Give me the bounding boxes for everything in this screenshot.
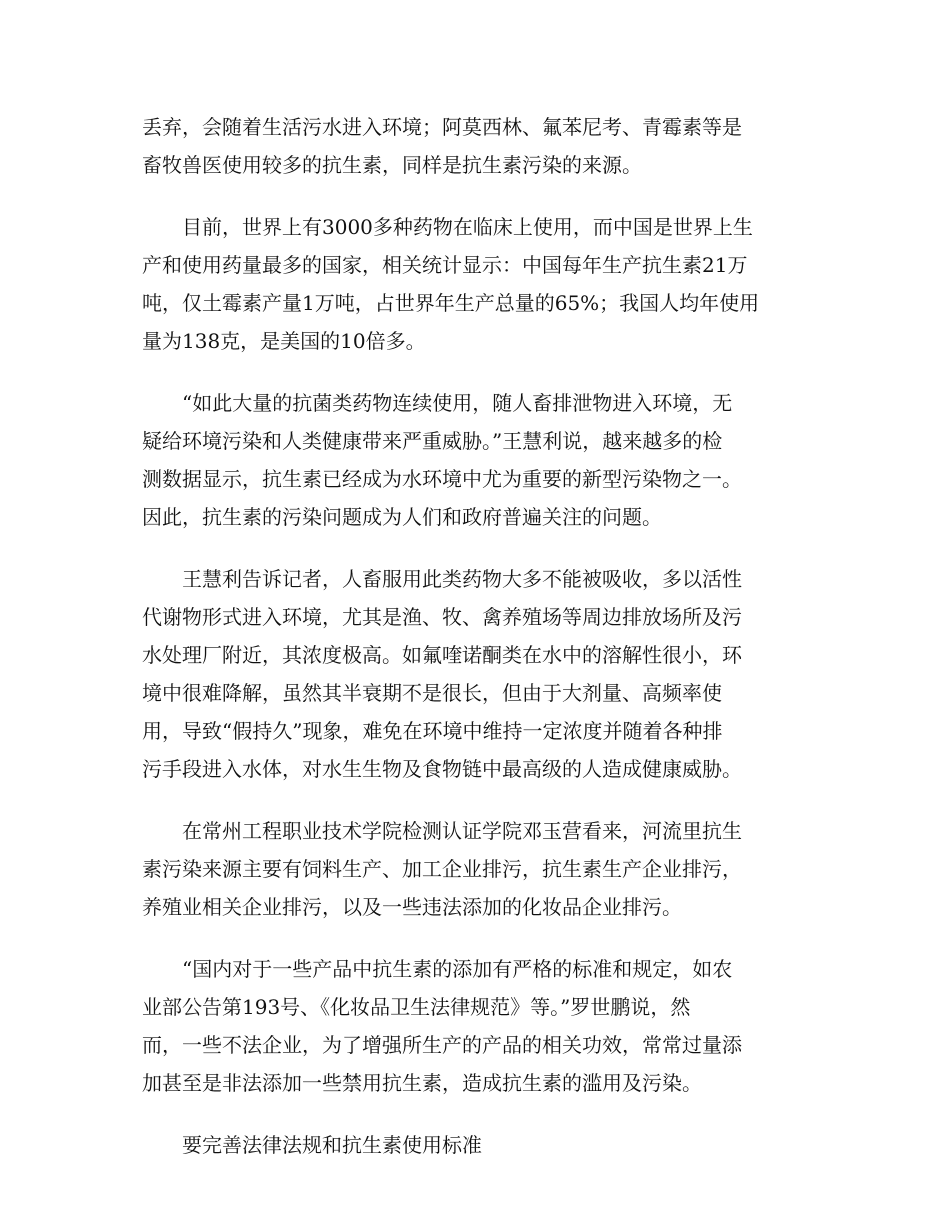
section-heading-text: 要完善法律法规和抗生素使用标准	[182, 1133, 482, 1157]
text-line: 水处理厂附近，其浓度极高。如氟喹诺酮类在水中的溶解性很小，环	[142, 643, 742, 667]
text-line: 因此，抗生素的污染问题成为人们和政府普遍关注的问题。	[142, 505, 662, 529]
text-line: “如此大量的抗菌类药物连续使用，随人畜排泄物进入环境，无	[182, 391, 733, 415]
text-line: 养殖业相关企业排污，以及一些违法添加的化妆品企业排污。	[142, 895, 682, 919]
text-line: 畜牧兽医使用较多的抗生素，同样是抗生素污染的来源。	[142, 153, 642, 177]
text-line: “国内对于一些产品中抗生素的添加有严格的标准和规定，如农	[182, 957, 733, 981]
paragraph-3	[142, 384, 808, 536]
text-line: 代谢物形式进入环境，尤其是渔、牧、禽养殖场等周边排放场所及污	[142, 605, 742, 629]
section-heading	[142, 1126, 808, 1164]
text-line: 而，一些不法企业，为了增强所生产的产品的相关功效，常常过量添	[142, 1033, 742, 1057]
text-line: 在常州工程职业技术学院检测认证学院邓玉营看来，河流里抗生	[182, 819, 742, 843]
document-page	[142, 108, 808, 1188]
paragraph-1	[142, 108, 808, 184]
text-line: 量为138克，是美国的10倍多。	[142, 329, 426, 353]
text-line: 素污染来源主要有饲料生产、加工企业排污，抗生素生产企业排污，	[142, 857, 742, 881]
text-line: 王慧利告诉记者，人畜服用此类药物大多不能被吸收，多以活性	[182, 567, 742, 591]
text-line: 产和使用药量最多的国家，相关统计显示：中国每年生产抗生素21万	[142, 253, 748, 277]
paragraph-2	[142, 208, 808, 360]
paragraph-5	[142, 812, 808, 926]
text-line: 目前，世界上有3000多种药物在临床上使用，而中国是世界上生	[182, 215, 753, 239]
text-line: 境中很难降解，虽然其半衰期不是很长，但由于大剂量、高频率使	[142, 681, 722, 705]
text-line: 测数据显示，抗生素已经成为水环境中尤为重要的新型污染物之一。	[142, 467, 742, 491]
text-line: 用，导致“假持久”现象，难免在环境中维持一定浓度并随着各种排	[142, 719, 723, 743]
text-line: 业部公告第193号、《化妆品卫生法律规范》等。”罗世鹏说，然	[142, 995, 691, 1019]
text-line: 疑给环境污染和人类健康带来严重威胁。”王慧利说，越来越多的检	[142, 429, 723, 453]
text-line: 加甚至是非法添加一些禁用抗生素，造成抗生素的滥用及污染。	[142, 1071, 702, 1095]
text-line: 污手段进入水体，对水生生物及食物链中最高级的人造成健康威胁。	[142, 757, 742, 781]
text-line: 吨，仅土霉素产量1万吨，占世界年生产总量的65%；我国人均年使用	[142, 291, 760, 315]
paragraph-6	[142, 950, 808, 1102]
text-line: 丢弃，会随着生活污水进入环境；阿莫西林、氟苯尼考、青霉素等是	[142, 115, 742, 139]
paragraph-4	[142, 560, 808, 788]
